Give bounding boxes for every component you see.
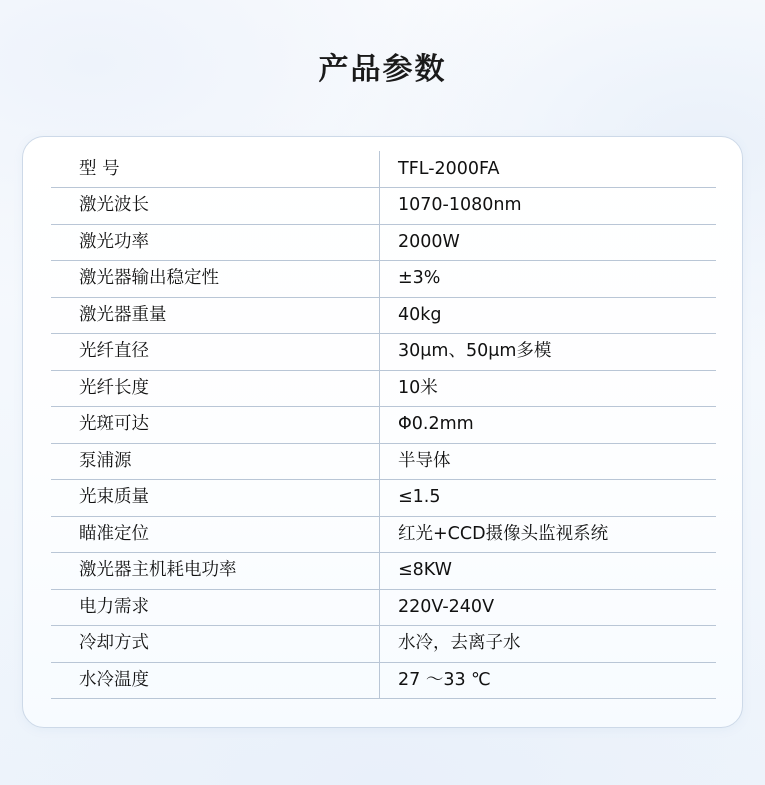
spec-table: [51, 151, 716, 699]
spec-value: 1070-1080nm: [380, 188, 717, 225]
spec-value: 40kg: [380, 297, 717, 334]
table-row: [51, 662, 716, 699]
spec-value: 半导体: [380, 443, 717, 480]
spec-card: [22, 136, 743, 728]
table-row: [51, 480, 716, 517]
spec-value: 水冷，去离子水: [380, 626, 717, 663]
spec-label: 激光波长: [51, 188, 380, 225]
spec-label: 电力需求: [51, 589, 380, 626]
spec-label: 光斑可达: [51, 407, 380, 444]
spec-value: ≤1.5: [380, 480, 717, 517]
spec-label: 瞄准定位: [51, 516, 380, 553]
spec-label: 光束质量: [51, 480, 380, 517]
page-title: 产品参数: [318, 52, 447, 87]
spec-label: 激光器重量: [51, 297, 380, 334]
spec-value: ≤8KW: [380, 553, 717, 590]
spec-value: 10米: [380, 370, 717, 407]
table-row: [51, 297, 716, 334]
spec-value: ±3%: [380, 261, 717, 298]
spec-value: 220V-240V: [380, 589, 717, 626]
table-row: [51, 224, 716, 261]
table-row: [51, 626, 716, 663]
spec-label: 型 号: [51, 151, 380, 188]
spec-label: 激光功率: [51, 224, 380, 261]
spec-value: TFL-2000FA: [380, 151, 717, 188]
table-row: [51, 516, 716, 553]
spec-value: 2000W: [380, 224, 717, 261]
spec-value: Φ0.2mm: [380, 407, 717, 444]
table-row: [51, 407, 716, 444]
spec-label: 光纤长度: [51, 370, 380, 407]
table-row: [51, 370, 716, 407]
table-row: [51, 553, 716, 590]
table-row: [51, 589, 716, 626]
spec-label: 激光器主机耗电功率: [51, 553, 380, 590]
spec-value: 27 ～33 ℃: [380, 662, 717, 699]
spec-label: 光纤直径: [51, 334, 380, 371]
table-row: [51, 443, 716, 480]
table-row: [51, 151, 716, 188]
table-row: [51, 261, 716, 298]
spec-value: 红光+CCD摄像头监视系统: [380, 516, 717, 553]
spec-value: 30μm、50μm多模: [380, 334, 717, 371]
spec-table-body: [51, 151, 716, 699]
spec-label: 水冷温度: [51, 662, 380, 699]
spec-label: 激光器输出稳定性: [51, 261, 380, 298]
table-row: [51, 188, 716, 225]
spec-label: 泵浦源: [51, 443, 380, 480]
spec-label: 冷却方式: [51, 626, 380, 663]
table-row: [51, 334, 716, 371]
